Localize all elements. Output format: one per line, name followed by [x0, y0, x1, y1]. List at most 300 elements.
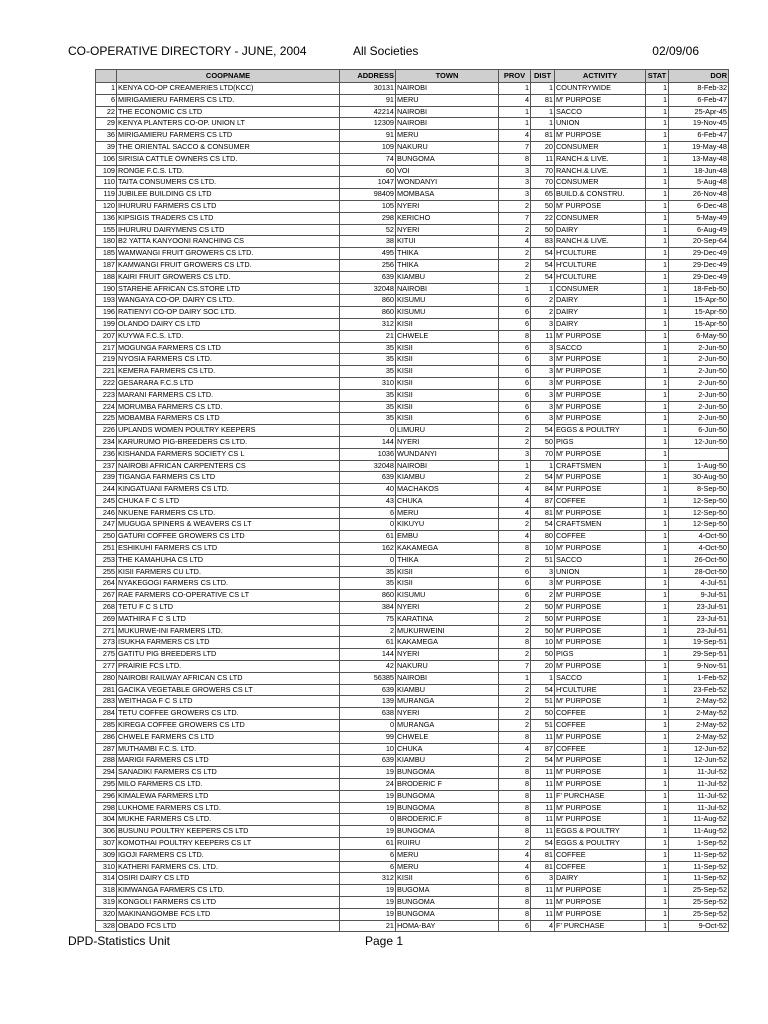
row-id-cell: 237	[96, 460, 117, 472]
dor-cell: 2-May-52	[669, 731, 729, 743]
prov-cell: 6	[499, 318, 531, 330]
prov-cell: 1	[499, 83, 531, 95]
coopname-cell: MOBAMBA FARMERS CS LTD	[117, 413, 340, 425]
address-cell: 0	[340, 554, 396, 566]
prov-cell: 2	[499, 613, 531, 625]
prov-cell: 4	[499, 94, 531, 106]
dist-cell: 81	[531, 861, 555, 873]
table-row	[96, 354, 729, 366]
row-id-cell: 185	[96, 248, 117, 260]
dist-cell: 83	[531, 236, 555, 248]
table-row	[96, 920, 729, 932]
row-id-cell: 269	[96, 613, 117, 625]
dor-cell: 2-Jun-50	[669, 377, 729, 389]
stat-cell: 1	[646, 849, 669, 861]
stat-cell: 1	[646, 118, 669, 130]
address-cell: 52	[340, 224, 396, 236]
row-id-cell: 120	[96, 200, 117, 212]
town-cell: NYERI	[396, 200, 499, 212]
coopname-cell: IHURURU DAIRYMENS CS LTD	[117, 224, 340, 236]
dor-cell: 11-Sep-52	[669, 873, 729, 885]
table-row	[96, 767, 729, 779]
row-id-cell: 236	[96, 448, 117, 460]
dist-cell: 11	[531, 896, 555, 908]
row-id-cell: 29	[96, 118, 117, 130]
table-row	[96, 366, 729, 378]
dor-cell: 15-Apr-50	[669, 318, 729, 330]
prov-cell: 8	[499, 153, 531, 165]
table-row	[96, 720, 729, 732]
dor-cell: 6-Feb-47	[669, 130, 729, 142]
dist-cell: 50	[531, 613, 555, 625]
town-cell: KISII	[396, 377, 499, 389]
dor-cell: 11-Aug-52	[669, 826, 729, 838]
row-id-cell: 193	[96, 295, 117, 307]
town-cell: KISUMU	[396, 590, 499, 602]
address-cell: 10	[340, 743, 396, 755]
coopname-cell: KIPSIGIS TRADERS CS LTD	[117, 212, 340, 224]
dor-cell: 15-Apr-50	[669, 307, 729, 319]
stat-cell: 1	[646, 106, 669, 118]
table-row	[96, 83, 729, 95]
dist-cell: 11	[531, 779, 555, 791]
stat-cell: 1	[646, 153, 669, 165]
address-cell: 639	[340, 755, 396, 767]
dist-cell: 84	[531, 484, 555, 496]
town-cell: MERU	[396, 861, 499, 873]
coopname-cell: IHURURU FARMERS CS LTD	[117, 200, 340, 212]
town-cell: MERU	[396, 849, 499, 861]
dor-cell	[669, 448, 729, 460]
column-header: DIST	[531, 70, 555, 83]
prov-cell: 2	[499, 602, 531, 614]
prov-cell: 2	[499, 708, 531, 720]
row-id-cell: 190	[96, 283, 117, 295]
address-cell: 0	[340, 814, 396, 826]
dist-cell: 11	[531, 885, 555, 897]
address-cell: 35	[340, 342, 396, 354]
stat-cell: 1	[646, 566, 669, 578]
prov-cell: 8	[499, 826, 531, 838]
dist-cell: 1	[531, 83, 555, 95]
prov-cell: 6	[499, 590, 531, 602]
prov-cell: 4	[499, 495, 531, 507]
activity-cell: M' PURPOSE	[555, 908, 646, 920]
coopname-cell: TIGANGA FARMERS CS LTD	[117, 472, 340, 484]
address-cell: 35	[340, 401, 396, 413]
activity-cell: M' PURPOSE	[555, 625, 646, 637]
footer-unit: DPD-Statistics Unit	[68, 934, 171, 948]
prov-cell: 2	[499, 259, 531, 271]
stat-cell: 1	[646, 814, 669, 826]
coopname-cell: GATITU PIG BREEDERS LTD	[117, 649, 340, 661]
table-row	[96, 566, 729, 578]
coopname-cell: GESARARA F.C.S LTD	[117, 377, 340, 389]
coopname-cell: KEMERA FARMERS CS LTD.	[117, 366, 340, 378]
dor-cell: 4-Oct-50	[669, 543, 729, 555]
address-cell: 0	[340, 519, 396, 531]
stat-cell: 1	[646, 236, 669, 248]
address-cell: 6	[340, 861, 396, 873]
coopname-cell: OLANDO DAIRY CS LTD	[117, 318, 340, 330]
table-row	[96, 460, 729, 472]
table-row	[96, 826, 729, 838]
stat-cell: 1	[646, 295, 669, 307]
address-cell: 19	[340, 767, 396, 779]
address-cell: 21	[340, 920, 396, 932]
town-cell: KISII	[396, 873, 499, 885]
coopname-cell: ISUKHA FARMERS CS LTD	[117, 637, 340, 649]
dor-cell: 19-Nov-45	[669, 118, 729, 130]
activity-cell: M' PURPOSE	[555, 696, 646, 708]
address-cell: 860	[340, 307, 396, 319]
stat-cell: 1	[646, 578, 669, 590]
table-row	[96, 200, 729, 212]
prov-cell: 7	[499, 212, 531, 224]
row-id-cell: 275	[96, 649, 117, 661]
coopname-cell: KAIRI FRUIT GROWERS CS LTD.	[117, 271, 340, 283]
town-cell: CHUKA	[396, 495, 499, 507]
activity-cell: M' PURPOSE	[555, 731, 646, 743]
table-row	[96, 389, 729, 401]
dor-cell: 15-Apr-50	[669, 295, 729, 307]
prov-cell: 8	[499, 802, 531, 814]
row-id-cell: 277	[96, 661, 117, 673]
table-row	[96, 802, 729, 814]
activity-cell: M' PURPOSE	[555, 389, 646, 401]
prov-cell: 2	[499, 425, 531, 437]
dor-cell: 12-Jun-52	[669, 743, 729, 755]
activity-cell: M' PURPOSE	[555, 613, 646, 625]
stat-cell: 1	[646, 484, 669, 496]
activity-cell: M' PURPOSE	[555, 366, 646, 378]
dist-cell: 50	[531, 224, 555, 236]
coopname-cell: MARANI FARMERS CS LTD.	[117, 389, 340, 401]
coopname-cell: UPLANDS WOMEN POULTRY KEEPERS	[117, 425, 340, 437]
coopname-cell: MIRIGAMIERU FARMERS CS LTD.	[117, 94, 340, 106]
row-id-cell: 264	[96, 578, 117, 590]
dist-cell: 87	[531, 495, 555, 507]
dist-cell: 3	[531, 354, 555, 366]
dist-cell: 81	[531, 130, 555, 142]
dor-cell: 11-Jul-52	[669, 779, 729, 791]
column-header: PROV	[499, 70, 531, 83]
stat-cell: 1	[646, 755, 669, 767]
stat-cell: 1	[646, 779, 669, 791]
stat-cell: 1	[646, 519, 669, 531]
town-cell: NYERI	[396, 649, 499, 661]
page-number: Page 1	[365, 934, 404, 948]
town-cell: NYERI	[396, 436, 499, 448]
row-id-cell: 306	[96, 826, 117, 838]
dor-cell: 11-Aug-52	[669, 814, 729, 826]
coopname-cell: MUKHE FARMERS CS LTD.	[117, 814, 340, 826]
stat-cell: 1	[646, 696, 669, 708]
prov-cell: 2	[499, 271, 531, 283]
table-row	[96, 578, 729, 590]
dor-cell: 23-Feb-52	[669, 684, 729, 696]
dor-cell: 29-Dec-49	[669, 248, 729, 260]
address-cell: 256	[340, 259, 396, 271]
activity-cell: PIGS	[555, 436, 646, 448]
address-cell: 495	[340, 248, 396, 260]
activity-cell: EGGS & POULTRY	[555, 838, 646, 850]
address-cell: 298	[340, 212, 396, 224]
stat-cell: 1	[646, 637, 669, 649]
prov-cell: 2	[499, 625, 531, 637]
town-cell: MURANGA	[396, 696, 499, 708]
table-row	[96, 613, 729, 625]
dist-cell: 54	[531, 684, 555, 696]
row-id-cell: 271	[96, 625, 117, 637]
prov-cell: 2	[499, 755, 531, 767]
town-cell: MERU	[396, 94, 499, 106]
prov-cell: 6	[499, 920, 531, 932]
dor-cell: 9-Nov-51	[669, 661, 729, 673]
coopname-cell: OBADO FCS LTD	[117, 920, 340, 932]
activity-cell: F' PURCHASE	[555, 790, 646, 802]
dist-cell: 50	[531, 708, 555, 720]
stat-cell: 1	[646, 165, 669, 177]
row-id-cell: 221	[96, 366, 117, 378]
dist-cell: 3	[531, 873, 555, 885]
dor-cell: 29-Sep-51	[669, 649, 729, 661]
address-cell: 109	[340, 141, 396, 153]
coopname-cell: MUKURWE-INI FARMERS LTD.	[117, 625, 340, 637]
town-cell: NAIROBI	[396, 460, 499, 472]
prov-cell: 4	[499, 130, 531, 142]
activity-cell: COFFEE	[555, 720, 646, 732]
town-cell: WONDANYI	[396, 177, 499, 189]
prov-cell: 8	[499, 330, 531, 342]
row-id-cell: 307	[96, 838, 117, 850]
row-id-cell: 284	[96, 708, 117, 720]
activity-cell: COUNTRYWIDE	[555, 83, 646, 95]
column-header: DOR	[669, 70, 729, 83]
coopname-cell: JUBILEE BUILDING CS LTD	[117, 189, 340, 201]
address-cell: 19	[340, 908, 396, 920]
activity-cell: COFFEE	[555, 849, 646, 861]
dist-cell: 1	[531, 283, 555, 295]
coopname-cell: KISHANDA FARMERS SOCIETY CS L	[117, 448, 340, 460]
row-id-cell: 314	[96, 873, 117, 885]
stat-cell: 1	[646, 885, 669, 897]
coopname-cell: RAE FARMERS CO-OPERATIVE CS LT	[117, 590, 340, 602]
stat-cell: 1	[646, 259, 669, 271]
row-id-cell: 219	[96, 354, 117, 366]
activity-cell: COFFEE	[555, 743, 646, 755]
activity-cell: M' PURPOSE	[555, 802, 646, 814]
town-cell: BUNGOMA	[396, 767, 499, 779]
town-cell: BRODERIC F	[396, 779, 499, 791]
town-cell: KAKAMEGA	[396, 543, 499, 555]
dist-cell: 3	[531, 342, 555, 354]
stat-cell: 1	[646, 448, 669, 460]
address-cell: 35	[340, 566, 396, 578]
dist-cell: 70	[531, 165, 555, 177]
address-cell: 139	[340, 696, 396, 708]
address-cell: 75	[340, 613, 396, 625]
dor-cell: 12-Jun-52	[669, 755, 729, 767]
town-cell: KISUMU	[396, 295, 499, 307]
table-row	[96, 448, 729, 460]
stat-cell: 1	[646, 790, 669, 802]
table-row	[96, 543, 729, 555]
town-cell: NAIROBI	[396, 106, 499, 118]
table-header-row	[96, 70, 729, 83]
row-id-cell: 199	[96, 318, 117, 330]
dor-cell: 23-Jul-51	[669, 613, 729, 625]
dist-cell: 3	[531, 366, 555, 378]
address-cell: 32048	[340, 460, 396, 472]
row-id-cell: 287	[96, 743, 117, 755]
stat-cell: 1	[646, 389, 669, 401]
dist-cell: 54	[531, 755, 555, 767]
prov-cell: 2	[499, 436, 531, 448]
dor-cell: 18-Feb-50	[669, 283, 729, 295]
dor-cell: 6-Dec-48	[669, 200, 729, 212]
town-cell: MOMBASA	[396, 189, 499, 201]
town-cell: NAIROBI	[396, 83, 499, 95]
activity-cell: M' PURPOSE	[555, 200, 646, 212]
town-cell: KISII	[396, 566, 499, 578]
row-id-cell: 281	[96, 684, 117, 696]
stat-cell: 1	[646, 472, 669, 484]
row-id-cell: 109	[96, 165, 117, 177]
prov-cell: 8	[499, 543, 531, 555]
row-id-cell: 268	[96, 602, 117, 614]
coopname-cell: WANGAYA CO-OP. DAIRY CS LTD.	[117, 295, 340, 307]
address-cell: 312	[340, 873, 396, 885]
dist-cell: 11	[531, 826, 555, 838]
row-id-cell: 22	[96, 106, 117, 118]
town-cell: KISII	[396, 401, 499, 413]
activity-cell: M' PURPOSE	[555, 661, 646, 673]
activity-cell: RANCH.& LIVE.	[555, 153, 646, 165]
stat-cell: 1	[646, 189, 669, 201]
coopname-cell: OSIRI DAIRY CS LTD	[117, 873, 340, 885]
stat-cell: 1	[646, 672, 669, 684]
town-cell: THIKA	[396, 259, 499, 271]
address-cell: 98409	[340, 189, 396, 201]
stat-cell: 1	[646, 307, 669, 319]
table-row	[96, 248, 729, 260]
dist-cell: 80	[531, 531, 555, 543]
dor-cell: 2-Jun-50	[669, 413, 729, 425]
town-cell: KARATINA	[396, 613, 499, 625]
dor-cell: 12-Sep-50	[669, 519, 729, 531]
address-cell: 19	[340, 896, 396, 908]
prov-cell: 8	[499, 908, 531, 920]
town-cell: BUNGOMA	[396, 826, 499, 838]
prov-cell: 4	[499, 236, 531, 248]
address-cell: 144	[340, 436, 396, 448]
prov-cell: 1	[499, 460, 531, 472]
town-cell: MURANGA	[396, 720, 499, 732]
table-row	[96, 401, 729, 413]
stat-cell: 1	[646, 625, 669, 637]
row-id-cell: 320	[96, 908, 117, 920]
activity-cell: M' PURPOSE	[555, 401, 646, 413]
table-row	[96, 637, 729, 649]
dor-cell: 25-Sep-52	[669, 896, 729, 908]
stat-cell: 1	[646, 436, 669, 448]
stat-cell: 1	[646, 413, 669, 425]
town-cell: MUKURWEINI	[396, 625, 499, 637]
stat-cell: 1	[646, 908, 669, 920]
dist-cell: 11	[531, 767, 555, 779]
table-row	[96, 318, 729, 330]
table-row	[96, 236, 729, 248]
table-row	[96, 779, 729, 791]
dor-cell: 23-Jul-51	[669, 625, 729, 637]
stat-cell: 1	[646, 271, 669, 283]
coopname-cell: SANADIKI FARMERS CS LTD	[117, 767, 340, 779]
table-row	[96, 271, 729, 283]
table-row	[96, 342, 729, 354]
table-row	[96, 661, 729, 673]
prov-cell: 3	[499, 177, 531, 189]
activity-cell: H'CULTURE	[555, 684, 646, 696]
row-id-cell: 288	[96, 755, 117, 767]
column-header: ACTIVITY	[555, 70, 646, 83]
table-row	[96, 838, 729, 850]
dist-cell: 10	[531, 637, 555, 649]
row-id-cell: 223	[96, 389, 117, 401]
stat-cell: 1	[646, 401, 669, 413]
prov-cell: 8	[499, 779, 531, 791]
coopname-cell: RONGE F.C.S. LTD.	[117, 165, 340, 177]
coopname-cell: PRAIRIE FCS LTD.	[117, 661, 340, 673]
town-cell: KERICHO	[396, 212, 499, 224]
town-cell: NYERI	[396, 224, 499, 236]
prov-cell: 8	[499, 731, 531, 743]
activity-cell: H'CULTURE	[555, 259, 646, 271]
prov-cell: 8	[499, 767, 531, 779]
dist-cell: 54	[531, 519, 555, 531]
activity-cell: PIGS	[555, 649, 646, 661]
dor-cell: 8-Sep-50	[669, 484, 729, 496]
dist-cell: 3	[531, 389, 555, 401]
stat-cell: 1	[646, 602, 669, 614]
activity-cell: H'CULTURE	[555, 248, 646, 260]
coopname-cell: TAITA CONSUMERS CS LTD.	[117, 177, 340, 189]
town-cell: KITUI	[396, 236, 499, 248]
town-cell: CHWELE	[396, 330, 499, 342]
dist-cell: 20	[531, 661, 555, 673]
prov-cell: 6	[499, 295, 531, 307]
coopname-cell: THE KAMAHUHA CS LTD	[117, 554, 340, 566]
dor-cell: 6-Feb-47	[669, 94, 729, 106]
row-id-cell: 267	[96, 590, 117, 602]
activity-cell: CRAFTSMEN	[555, 519, 646, 531]
address-cell: 91	[340, 94, 396, 106]
table-row	[96, 519, 729, 531]
stat-cell: 1	[646, 283, 669, 295]
town-cell: MACHAKOS	[396, 484, 499, 496]
dist-cell: 70	[531, 177, 555, 189]
table-row	[96, 590, 729, 602]
stat-cell: 1	[646, 354, 669, 366]
stat-cell: 1	[646, 83, 669, 95]
row-id-cell: 196	[96, 307, 117, 319]
activity-cell: M' PURPOSE	[555, 472, 646, 484]
dor-cell: 1-Aug-50	[669, 460, 729, 472]
stat-cell: 1	[646, 873, 669, 885]
town-cell: KISII	[396, 578, 499, 590]
dor-cell: 11-Jul-52	[669, 767, 729, 779]
address-cell: 61	[340, 838, 396, 850]
